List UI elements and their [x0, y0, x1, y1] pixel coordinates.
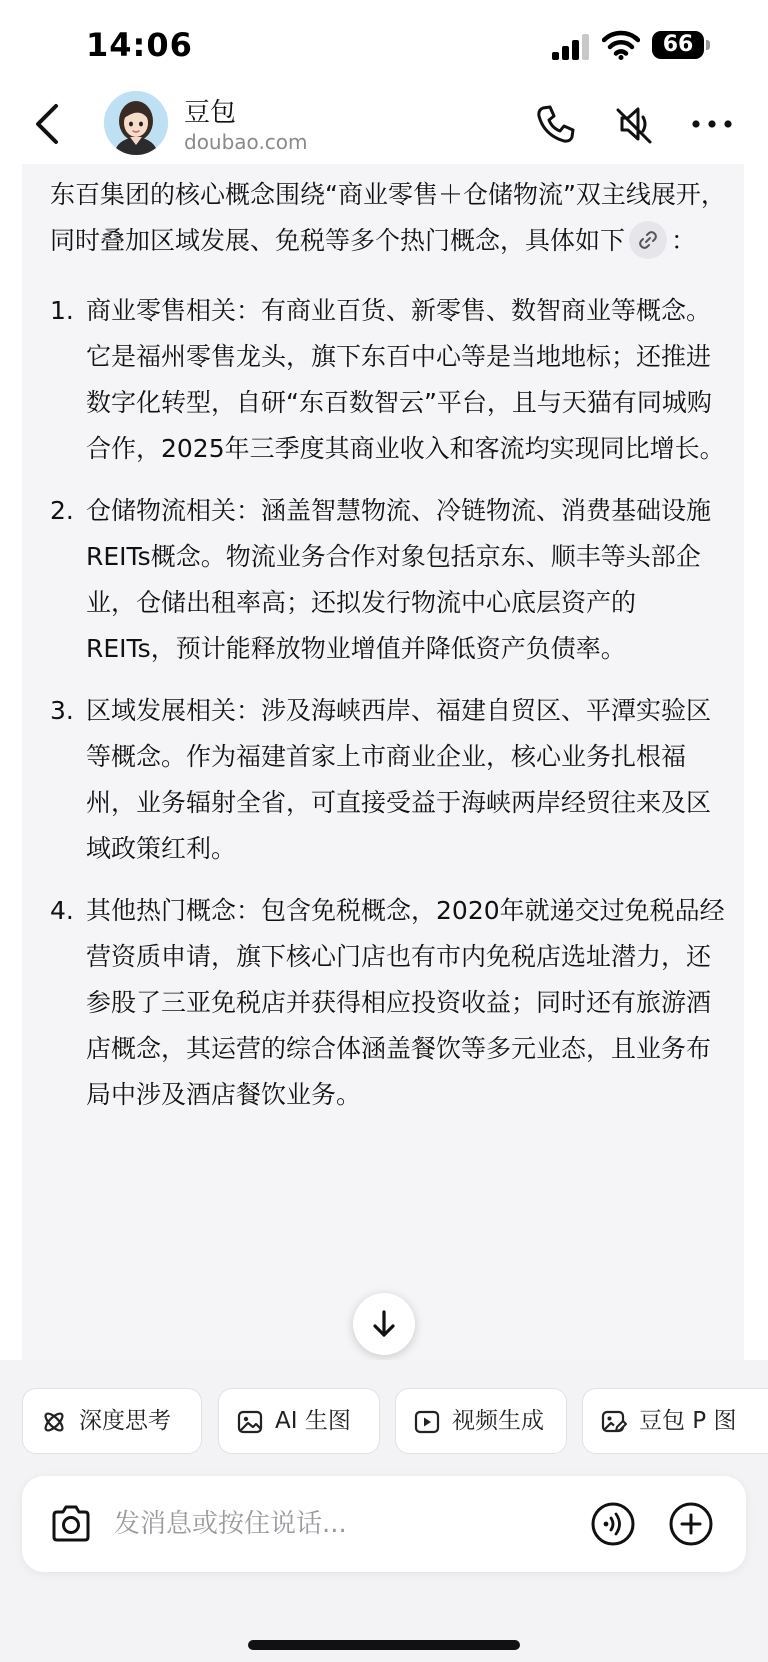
home-indicator — [248, 1640, 520, 1650]
message-input[interactable] — [114, 1498, 534, 1550]
chip-photo-edit[interactable] — [582, 1388, 768, 1454]
image-icon — [237, 1409, 263, 1435]
reference-link-button[interactable] — [629, 221, 667, 259]
atom-icon — [41, 1409, 67, 1435]
chevron-left-icon[interactable] — [28, 100, 68, 148]
bot-name: 豆包 — [184, 98, 237, 128]
phone-icon[interactable] — [534, 102, 578, 146]
list-item-text: 商业零售相关：有商业百货、新零售、数智商业等概念。它是福州零售龙头，旗下东百中心等是当地地标；还推进数字化转型，自研“东百数智云”平台，且与天猫有同城购合作，2025年三季度其商业收入和客流均实现同比增长。 — [86, 296, 725, 463]
composer-area — [0, 1360, 768, 1662]
chat-header — [0, 88, 768, 160]
message-text — [50, 172, 730, 1134]
list-item — [50, 288, 730, 472]
chip-label: 豆包 P 图 — [639, 1408, 737, 1434]
chip-video[interactable] — [395, 1388, 567, 1454]
list-item-text: 区域发展相关：涉及海峡西岸、福建自贸区、平潭实验区等概念。作为福建首家上市商业企业，核心业务扎根福州，业务辐射全省，可直接受益于海峡两岸经贸往来及区域政策红利。 — [86, 696, 712, 863]
avatar[interactable] — [104, 91, 168, 155]
video-icon — [414, 1409, 440, 1435]
list-item-number: 4. — [50, 896, 74, 925]
plus-icon[interactable] — [668, 1501, 714, 1547]
message-composer — [22, 1476, 746, 1572]
list-item — [50, 888, 730, 1118]
arrow-down-icon — [370, 1309, 398, 1339]
battery-indicator: 66 — [652, 31, 704, 59]
avatar-portrait-icon — [104, 91, 168, 155]
message-intro — [50, 172, 730, 264]
list-item-text: 仓储物流相关：涵盖智慧物流、冷链物流、消费基础设施 REITs概念。物流业务合作对象包括京东、顺丰等头部企业，仓储出租率高；还拟发行物流中心底层资产的 REITs，预计能释放物业增值并降低资产负债率。 — [86, 496, 712, 663]
cellular-signal-icon — [552, 34, 592, 60]
camera-icon[interactable] — [48, 1502, 94, 1546]
intro-text: 东百集团的核心概念围绕“商业零售＋仓储物流”双主线展开，同时叠加区域发展、免税等多个热门概念，具体如下 — [50, 180, 726, 255]
list-item-number: 3. — [50, 696, 74, 725]
chip-deep-think[interactable] — [22, 1388, 202, 1454]
chip-label: 深度思考 — [79, 1408, 171, 1434]
chip-ai-image[interactable] — [218, 1388, 380, 1454]
intro-colon: ： — [671, 226, 697, 255]
list-item — [50, 488, 730, 672]
list-item-number: 1. — [50, 296, 74, 325]
chip-label: 视频生成 — [452, 1408, 544, 1434]
concept-list — [50, 288, 730, 1118]
skill-chips — [22, 1388, 768, 1456]
status-time: 14:06 — [86, 26, 193, 64]
status-bar — [0, 0, 768, 88]
list-item-number: 2. — [50, 496, 74, 525]
edit-image-icon — [601, 1409, 627, 1435]
chip-label: AI 生图 — [275, 1408, 351, 1434]
wifi-icon — [602, 30, 640, 60]
battery-nub — [706, 40, 710, 50]
more-icon[interactable] — [690, 110, 734, 138]
speaker-muted-icon[interactable] — [612, 102, 656, 146]
list-item — [50, 688, 730, 872]
bot-domain: doubao.com — [184, 130, 308, 154]
list-item-text: 其他热门概念：包含免税概念，2020年就递交过免税品经营资质申请，旗下核心门店也有市内免税店选址潜力，还参股了三亚免税店并获得相应投资收益；同时还有旅游酒店概念，其运营的综合体涵盖餐饮等多元业态，且业务布局中涉及酒店餐饮业务。 — [86, 896, 725, 1109]
voice-call-icon[interactable] — [590, 1501, 636, 1547]
scroll-to-bottom-button[interactable] — [353, 1293, 415, 1355]
link-icon — [638, 230, 658, 250]
assistant-message — [22, 164, 744, 1360]
